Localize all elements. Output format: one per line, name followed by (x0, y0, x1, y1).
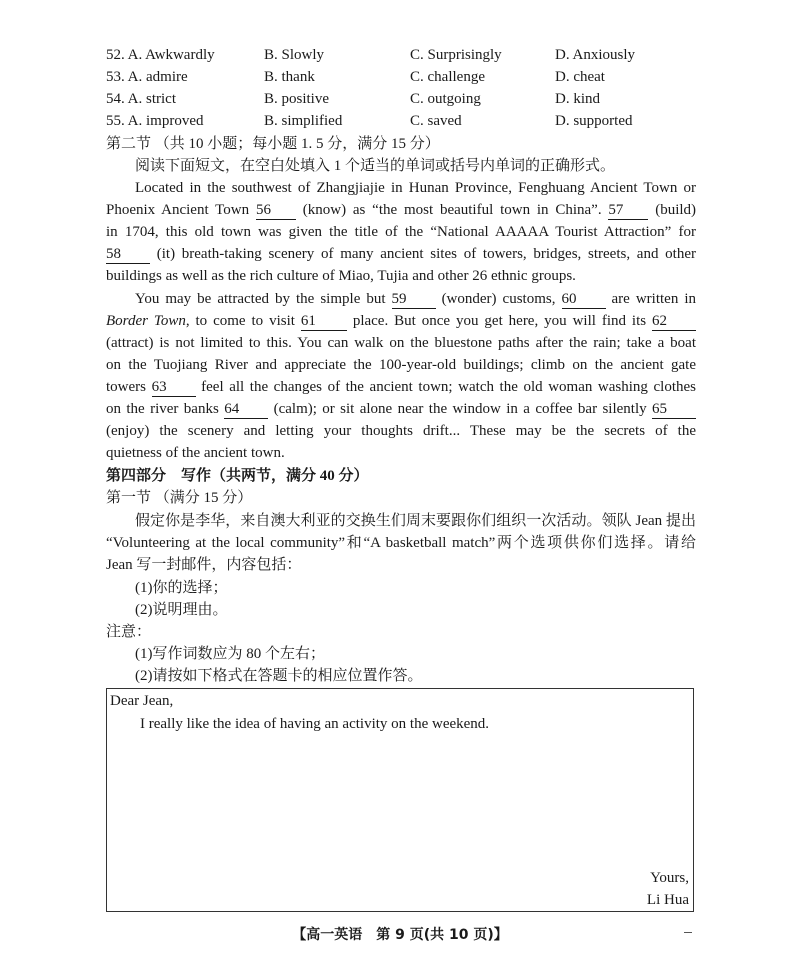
option-d: D. supported (555, 113, 633, 129)
option-b: B. thank (264, 69, 315, 85)
option-a: 55. A. improved (106, 113, 204, 129)
blank-57: 57 (608, 202, 648, 220)
option-row-54 (106, 88, 706, 110)
option-c: C. saved (410, 113, 462, 129)
option-c: C. challenge (410, 69, 485, 85)
option-a: 53. A. admire (106, 69, 188, 85)
passage-line: (attract) is not limited to this. You can walk on the bluestone paths after the rain; take a boat (106, 335, 696, 351)
blank-59: 59 (392, 291, 436, 309)
option-a: 54. A. strict (106, 91, 176, 107)
blank-62: 62 (652, 313, 696, 331)
passage-line: (enjoy) the scenery and letting your thoughts drift... These may be the secrets of the (106, 423, 696, 439)
passage-line: buildings as well as the rich culture of Miao, Tujia and other 26 ethnic groups. (106, 268, 576, 284)
part4-section1-heading: 第一节 （满分 15 分） (106, 490, 253, 506)
blank-63: 63 (152, 379, 196, 397)
task-item: (2)说明理由。 (135, 602, 228, 618)
book-title: Border Town (106, 313, 186, 329)
option-b: B. simplified (264, 113, 343, 129)
passage-line: 58 (it) breath-taking scenery of many ancient sites of towers, bridges, streets, and other (106, 246, 697, 262)
part4-heading: 第四部分 写作（共两节，满分 40 分） (106, 468, 369, 484)
passage-line: Phoenix Ancient Town 56 (know) as “the most beautiful town in China”. 57 (build) (106, 202, 697, 218)
letter-greeting: Dear Jean, (110, 693, 174, 709)
passage-line: quietness of the ancient town. (106, 445, 285, 461)
option-d: D. kind (555, 91, 600, 107)
passage-line: towers 63 feel all the changes of the ancient town; watch the old woman washing clothes (106, 379, 696, 395)
option-b: B. Slowly (264, 47, 325, 63)
option-c: C. Surprisingly (410, 47, 502, 63)
option-c: C. outgoing (410, 91, 481, 107)
section2-heading: 第二节 （共 10 小题；每小题 1. 5 分，满分 15 分） (106, 136, 440, 152)
page-footer: 【高一英语 第 9 页(共 10 页)】 (292, 927, 508, 943)
option-row-52 (106, 44, 706, 66)
passage-line: on the river banks 64 (calm); or sit alone near the window in a coffee bar silently 65 (106, 398, 696, 420)
option-b: B. positive (264, 91, 330, 107)
answer-options (106, 44, 706, 132)
blank-61: 61 (301, 313, 347, 331)
option-row-55 (106, 110, 706, 132)
passage-line: in 1704, this old town was given the title of the “National AAAAA Tourist Attraction” for (106, 224, 696, 240)
note-label: 注意： (106, 624, 152, 640)
blank-65: 65 (652, 401, 696, 419)
blank-58: 58 (106, 246, 150, 264)
answer-box (106, 688, 694, 912)
blank-64: 64 (224, 401, 268, 419)
option-d: D. Anxiously (555, 47, 636, 63)
blank-60: 60 (562, 291, 606, 309)
section2-instruction: 阅读下面短文，在空白处填入 1 个适当的单词或括号内单词的正确形式。 (135, 158, 616, 174)
page-mark (684, 932, 692, 933)
option-row-53 (106, 66, 706, 88)
note-item: (2)请按如下格式在答题卡的相应位置作答。 (135, 668, 423, 684)
note-item: (1)写作词数应为 80 个左右； (135, 646, 325, 662)
option-d: D. cheat (555, 69, 605, 85)
blank-56: 56 (256, 202, 296, 220)
task-line: “Volunteering at the local community”和“A basketball match”两个选项供你们选择。请给 (106, 535, 696, 551)
passage-line: Located in the southwest of Zhangjiajie in Hunan Province, Fenghuang Ancient Town or (135, 180, 696, 196)
passage-line: on the Tuojiang River and appreciate the 100-year-old buildings; climb on the ancient gate (106, 357, 696, 373)
task-item: (1)你的选择； (135, 580, 228, 596)
passage-line: You may be attracted by the simple but 59 (wonder) customs, 60 are written in (135, 291, 697, 307)
option-a: 52. A. Awkwardly (106, 47, 215, 63)
task-line: Jean 写一封邮件，内容包括： (106, 557, 302, 573)
letter-signature: Li Hua (646, 892, 689, 908)
passage-line: Border Town, to come to visit 61 place. But once you get here, you will find its 62 (106, 310, 696, 332)
letter-opening: I really like the idea of having an activity on the weekend. (140, 716, 490, 732)
letter-closing: Yours, (650, 870, 689, 886)
task-line: 假定你是李华，来自澳大利亚的交换生们周末要跟你们组织一次活动。领队 Jean 提出 (135, 513, 696, 529)
